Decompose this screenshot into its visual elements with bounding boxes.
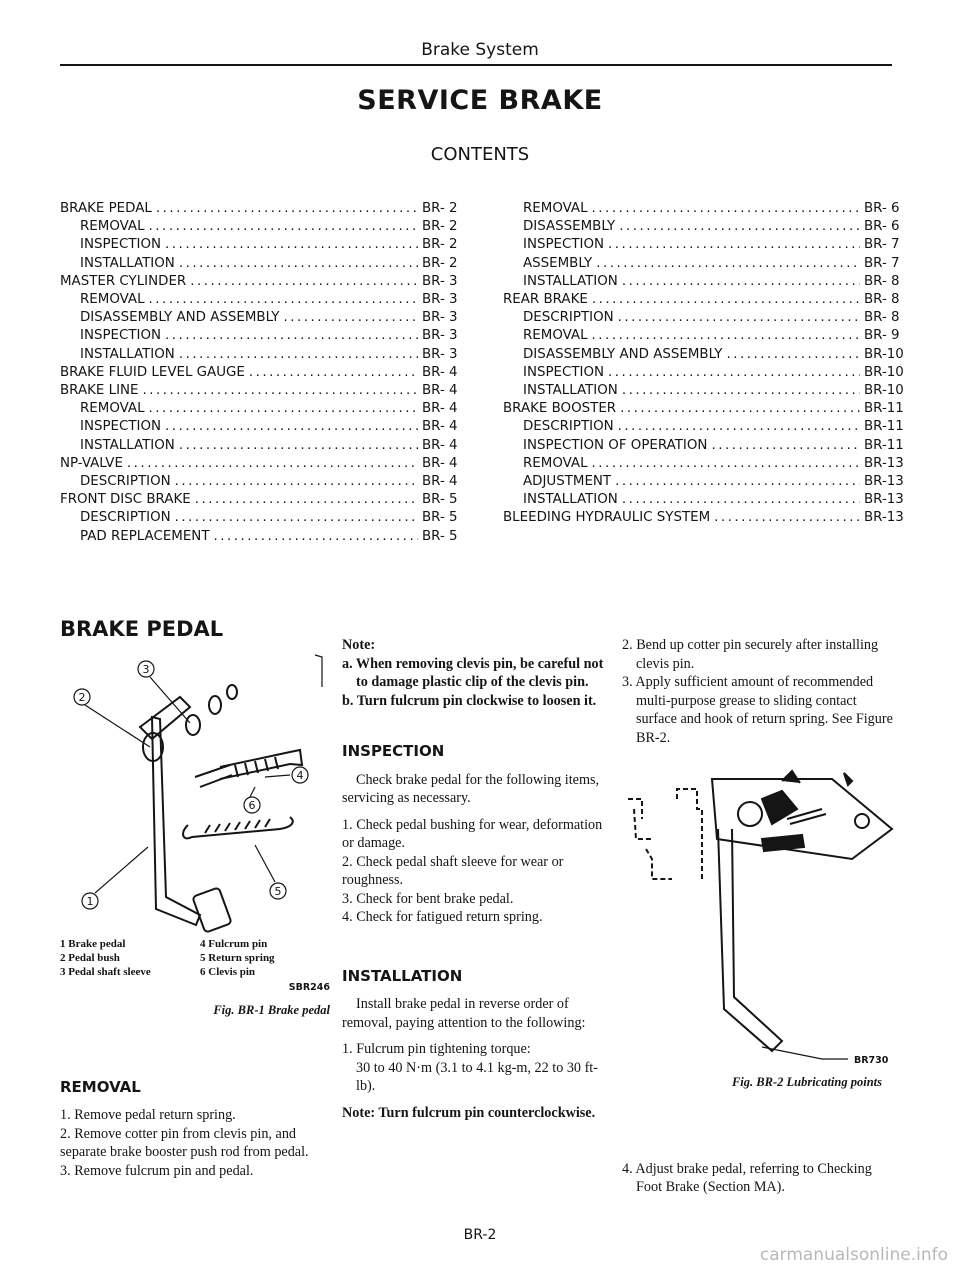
- toc-leader-dots: [283, 309, 418, 327]
- installation-step-4: 4. Adjust brake pedal, referring to Checking Foot Brake (Section MA).: [622, 1160, 872, 1195]
- inspection-step: 3. Check for bent brake pedal.: [342, 890, 514, 907]
- toc-entry: [60, 364, 462, 382]
- toc-entry-label: REMOVAL: [80, 219, 145, 235]
- callout-1: 1: [86, 894, 94, 908]
- installation-note: Note: Turn fulcrum pin counterclockwise.: [342, 1104, 596, 1121]
- toc-entry-page: BR- 3: [422, 328, 458, 344]
- toc-entry-page: BR- 6: [864, 219, 900, 235]
- toc-entry: [60, 346, 462, 364]
- toc-entry-label: ADJUSTMENT: [523, 474, 612, 490]
- toc-entry: [60, 473, 462, 491]
- toc-entry-label: BRAKE PEDAL: [60, 201, 152, 216]
- contents-title: CONTENTS: [430, 144, 530, 165]
- pedal-pad-shape: [192, 887, 231, 932]
- toc-entry: [503, 418, 904, 436]
- sleeve-shape: [186, 715, 200, 735]
- toc-entry: [503, 509, 904, 527]
- toc-entry: [503, 236, 904, 254]
- note-label: Note:: [342, 637, 376, 653]
- removal-step: 2. Remove cotter pin from clevis pin, and separate brake booster push rod from pedal.: [60, 1125, 309, 1160]
- toc-entry: [503, 437, 904, 455]
- toc-leader-dots: [149, 291, 418, 309]
- toc-entry-page: BR- 4: [422, 401, 458, 417]
- toc-leader-dots: [127, 455, 418, 473]
- callout-3: 3: [142, 662, 150, 676]
- inspection-step: 4. Check for fatigued return spring.: [342, 909, 543, 925]
- toc-entry-label: INSPECTION: [523, 237, 605, 253]
- toc-leader-dots: [165, 418, 418, 436]
- toc-entry-label: REMOVAL: [523, 201, 588, 216]
- toc-leader-dots: [149, 400, 418, 418]
- toc-entry-label: INSPECTION: [80, 328, 162, 344]
- toc-entry: [503, 309, 904, 327]
- brake-pedal-figure: [60, 647, 330, 937]
- return-spring-shape: [183, 817, 293, 838]
- figure-code: SBR246: [288, 981, 330, 993]
- toc-leader-dots: [249, 364, 418, 382]
- toc-entry-page: BR- 4: [422, 383, 458, 399]
- inspection-step: 1. Check pedal bushing for wear, deformation or damage.: [342, 816, 603, 851]
- toc-leader-dots: [592, 327, 860, 345]
- pedal-arm-shape: [718, 829, 782, 1051]
- toc-entry-label: REMOVAL: [80, 401, 145, 417]
- installation-step-3: 3. Apply sufficient amount of recommended multi-purpose grease to sliding contact surface and hook of return spring. See Figure BR-2.: [622, 674, 893, 746]
- toc-leader-dots: [714, 509, 860, 527]
- section-header: Brake System: [421, 40, 539, 60]
- toc-leader-dots: [165, 236, 418, 254]
- toc-entry: [60, 382, 462, 400]
- toc-entry-label: NP-VALVE: [60, 455, 123, 471]
- toc-entry-page: BR- 6: [864, 201, 900, 216]
- toc-entry-page: BR- 4: [422, 474, 458, 490]
- toc-entry: [60, 491, 462, 509]
- page-number: BR-2: [463, 1227, 497, 1243]
- toc-entry: [503, 382, 904, 400]
- toc-entry-label: ASSEMBLY: [523, 255, 593, 271]
- toc-entry: [503, 291, 904, 309]
- installation-intro: Install brake pedal in reverse order of removal, paying attention to the following:: [342, 996, 586, 1031]
- installation-step-2: 2. Bend up cotter pin securely after installing clevis pin.: [622, 637, 879, 672]
- toc-entry-page: BR- 8: [864, 310, 900, 326]
- installation-heading: INSTALLATION: [342, 966, 463, 985]
- toc-leader-dots: [175, 509, 418, 527]
- toc-leader-dots: [622, 491, 860, 509]
- watermark: carmanualsonline.info: [759, 1245, 948, 1265]
- toc-entry-page: BR- 2: [422, 255, 458, 271]
- toc-leader-dots: [608, 364, 860, 382]
- toc-entry-page: BR-11: [864, 419, 904, 435]
- toc-entry: [60, 200, 462, 218]
- torque-value: 30 to 40 N·m (3.1 to 4.1 kg-m, 22 to 30 ft-lb).: [356, 1059, 598, 1094]
- toc-entry: [60, 400, 462, 418]
- toc-leader-dots: [165, 327, 418, 345]
- toc-entry-page: BR- 7: [864, 255, 900, 271]
- pedal-arm-shape: [152, 717, 200, 925]
- toc-entry: [60, 455, 462, 473]
- legend-item: 4 Fulcrum pin: [200, 937, 268, 950]
- toc-entry-label: DISASSEMBLY: [523, 219, 616, 235]
- legend-item: 3 Pedal shaft sleeve: [60, 965, 151, 978]
- toc-entry-page: BR- 5: [422, 510, 458, 526]
- toc-entry-page: BR- 4: [422, 419, 458, 435]
- bracket-shape: [140, 697, 190, 739]
- toc-entry-page: BR-11: [864, 437, 904, 453]
- toc-entry-page: BR- 5: [422, 492, 458, 508]
- toc-entry-page: BR- 2: [422, 237, 458, 253]
- toc-entry-label: INSTALLATION: [80, 255, 175, 271]
- toc-leader-dots: [592, 291, 860, 309]
- toc-entry-page: BR-13: [864, 492, 904, 508]
- toc-entry-page: BR- 3: [422, 346, 458, 362]
- toc-entry: [60, 273, 462, 291]
- toc-entry-page: BR- 7: [864, 237, 900, 253]
- page-title: SERVICE BRAKE: [357, 85, 603, 116]
- toc-leader-dots: [143, 382, 419, 400]
- toc-entry: [60, 309, 462, 327]
- toc-entry-label: MASTER CYLINDER: [60, 273, 187, 289]
- toc-entry: [503, 273, 904, 291]
- toc-entry: [503, 327, 904, 345]
- toc-leader-dots: [622, 382, 860, 400]
- toc-leader-dots: [615, 473, 860, 491]
- legend-item: 2 Pedal bush: [60, 951, 120, 964]
- toc-entry-label: DESCRIPTION: [523, 310, 614, 326]
- lubricating-points-figure: [622, 769, 894, 1069]
- toc-entry: [60, 291, 462, 309]
- toc-entry-label: BRAKE LINE: [60, 383, 139, 399]
- figure-caption: Fig. BR-2 Lubricating points: [731, 1075, 882, 1089]
- figure-code: BR730: [854, 1055, 889, 1066]
- brake-pedal-heading: BRAKE PEDAL: [60, 617, 224, 641]
- toc-entry-label: INSTALLATION: [80, 437, 175, 453]
- toc-entry: [60, 255, 462, 273]
- column-3: [622, 620, 894, 1197]
- toc-entry-page: BR-10: [864, 346, 904, 362]
- toc-leader-dots: [620, 400, 860, 418]
- toc-entry-label: REMOVAL: [523, 455, 588, 471]
- toc-entry-page: BR- 3: [422, 273, 458, 289]
- installation-step-1: 1. Fulcrum pin tightening torque:: [342, 1041, 531, 1057]
- clevis-pin-shape: [195, 765, 232, 787]
- toc-entry: [60, 218, 462, 236]
- toc-entry: [60, 327, 462, 345]
- toc-leader-dots: [179, 255, 418, 273]
- toc-entry-page: BR- 4: [422, 437, 458, 453]
- toc-entry-page: BR- 4: [422, 364, 458, 380]
- toc-entry-label: INSPECTION: [80, 237, 162, 253]
- toc-leader-dots: [592, 455, 860, 473]
- toc-entry-label: INSTALLATION: [523, 273, 618, 289]
- inspection-intro: Check brake pedal for the following items, servicing as necessary.: [342, 771, 600, 806]
- toc-entry: [503, 200, 904, 218]
- toc-entry-label: DISASSEMBLY AND ASSEMBLY: [80, 310, 280, 326]
- toc-entry-page: BR-13: [864, 510, 904, 526]
- toc-entry: [503, 364, 904, 382]
- toc-entry-label: INSPECTION OF OPERATION: [523, 437, 708, 453]
- toc-entry-page: BR-10: [864, 364, 904, 380]
- toc-entry: [503, 491, 904, 509]
- toc-entry: [60, 437, 462, 455]
- toc-entry-page: BR- 9: [864, 328, 900, 344]
- toc-entry-label: BRAKE BOOSTER: [503, 401, 617, 417]
- toc-leader-dots: [618, 309, 860, 327]
- toc-entry: [60, 418, 462, 436]
- toc-entry-label: BLEEDING HYDRAULIC SYSTEM: [503, 510, 711, 526]
- toc-entry-page: BR- 4: [422, 455, 458, 471]
- toc-entry-label: DISASSEMBLY AND ASSEMBLY: [523, 346, 723, 362]
- figure-legend: [60, 937, 330, 979]
- toc-entry-label: BRAKE FLUID LEVEL GAUGE: [60, 364, 245, 380]
- removal-step: 3. Remove fulcrum pin and pedal.: [60, 1162, 254, 1179]
- toc-entry: [503, 255, 904, 273]
- toc-entry-page: BR- 2: [422, 219, 458, 235]
- toc-leader-dots: [619, 218, 860, 236]
- toc-entry: [503, 400, 904, 418]
- toc-entry-label: INSPECTION: [80, 419, 162, 435]
- toc-leader-dots: [214, 528, 419, 546]
- toc-leader-dots: [592, 200, 860, 218]
- toc-entry: [503, 473, 904, 491]
- callout-5: 5: [274, 884, 282, 898]
- toc-leader-dots: [622, 273, 860, 291]
- toc-leader-dots: [596, 255, 860, 273]
- toc-entry-label: DESCRIPTION: [80, 474, 171, 490]
- toc-leader-dots: [149, 218, 418, 236]
- toc-entry-page: BR-11: [864, 401, 904, 417]
- toc-leader-dots: [179, 346, 418, 364]
- toc-entry-page: BR- 3: [422, 292, 458, 308]
- legend-item: 6 Clevis pin: [200, 965, 256, 978]
- toc-entry-label: DESCRIPTION: [523, 419, 614, 435]
- toc-entry-label: INSTALLATION: [523, 492, 618, 508]
- toc-entry-label: REMOVAL: [523, 328, 588, 344]
- toc-leader-dots: [608, 236, 860, 254]
- column-2: [342, 620, 610, 1122]
- callout-2: 2: [78, 690, 86, 704]
- toc-entry-page: BR-10: [864, 383, 904, 399]
- removal-step: 1. Remove pedal return spring.: [60, 1107, 236, 1123]
- inspection-heading: INSPECTION: [342, 742, 445, 760]
- toc-entry-label: FRONT DISC BRAKE: [60, 492, 191, 508]
- legend-item: 5 Return spring: [200, 951, 275, 964]
- toc-entry-label: REMOVAL: [80, 292, 145, 308]
- toc-entry-label: PAD REPLACEMENT: [80, 528, 210, 544]
- callout-4: 4: [296, 768, 304, 782]
- toc-entry-label: DESCRIPTION: [80, 510, 171, 526]
- toc-leader-dots: [618, 418, 860, 436]
- toc-entry-label: INSTALLATION: [523, 383, 618, 399]
- toc-leader-dots: [195, 491, 418, 509]
- toc-entry-page: BR- 3: [422, 310, 458, 326]
- column-1: [60, 617, 330, 1180]
- toc-entry: [60, 509, 462, 527]
- toc-leader-dots: [179, 437, 418, 455]
- toc-entry-page: BR- 2: [422, 201, 458, 216]
- callout-6: 6: [248, 798, 256, 812]
- note-item: a. When removing clevis pin, be careful not to damage plastic clip of the clevis pin.: [342, 655, 604, 690]
- toc-right-column: [503, 200, 904, 528]
- toc-leader-dots: [175, 473, 418, 491]
- toc-entry-label: INSTALLATION: [80, 346, 175, 362]
- header-rule: [60, 64, 892, 66]
- removal-heading: REMOVAL: [60, 1077, 141, 1096]
- toc-entry: [503, 455, 904, 473]
- toc-leader-dots: [711, 437, 860, 455]
- toc-leader-dots: [726, 346, 860, 364]
- toc-entry-page: BR- 8: [864, 292, 900, 308]
- toc-leader-dots: [190, 273, 418, 291]
- toc-left-column: [60, 200, 462, 546]
- toc-entry: [60, 528, 462, 546]
- toc-entry-label: INSPECTION: [523, 364, 605, 380]
- figure-caption: Fig. BR-1 Brake pedal: [213, 1003, 330, 1017]
- toc-leader-dots: [156, 200, 418, 218]
- note-item: b. Turn fulcrum pin clockwise to loosen it.: [342, 692, 597, 709]
- toc-entry: [503, 346, 904, 364]
- toc-entry: [60, 236, 462, 254]
- toc-entry-page: BR- 5: [422, 528, 458, 544]
- toc-entry-page: BR-13: [864, 455, 904, 471]
- toc-entry: [503, 218, 904, 236]
- toc-entry-label: REAR BRAKE: [503, 292, 588, 308]
- legend-item: 1 Brake pedal: [60, 937, 126, 950]
- toc-entry-page: BR- 8: [864, 273, 900, 289]
- toc-entry-page: BR-13: [864, 474, 904, 490]
- inspection-step: 2. Check pedal shaft sleeve for wear or roughness.: [342, 853, 564, 888]
